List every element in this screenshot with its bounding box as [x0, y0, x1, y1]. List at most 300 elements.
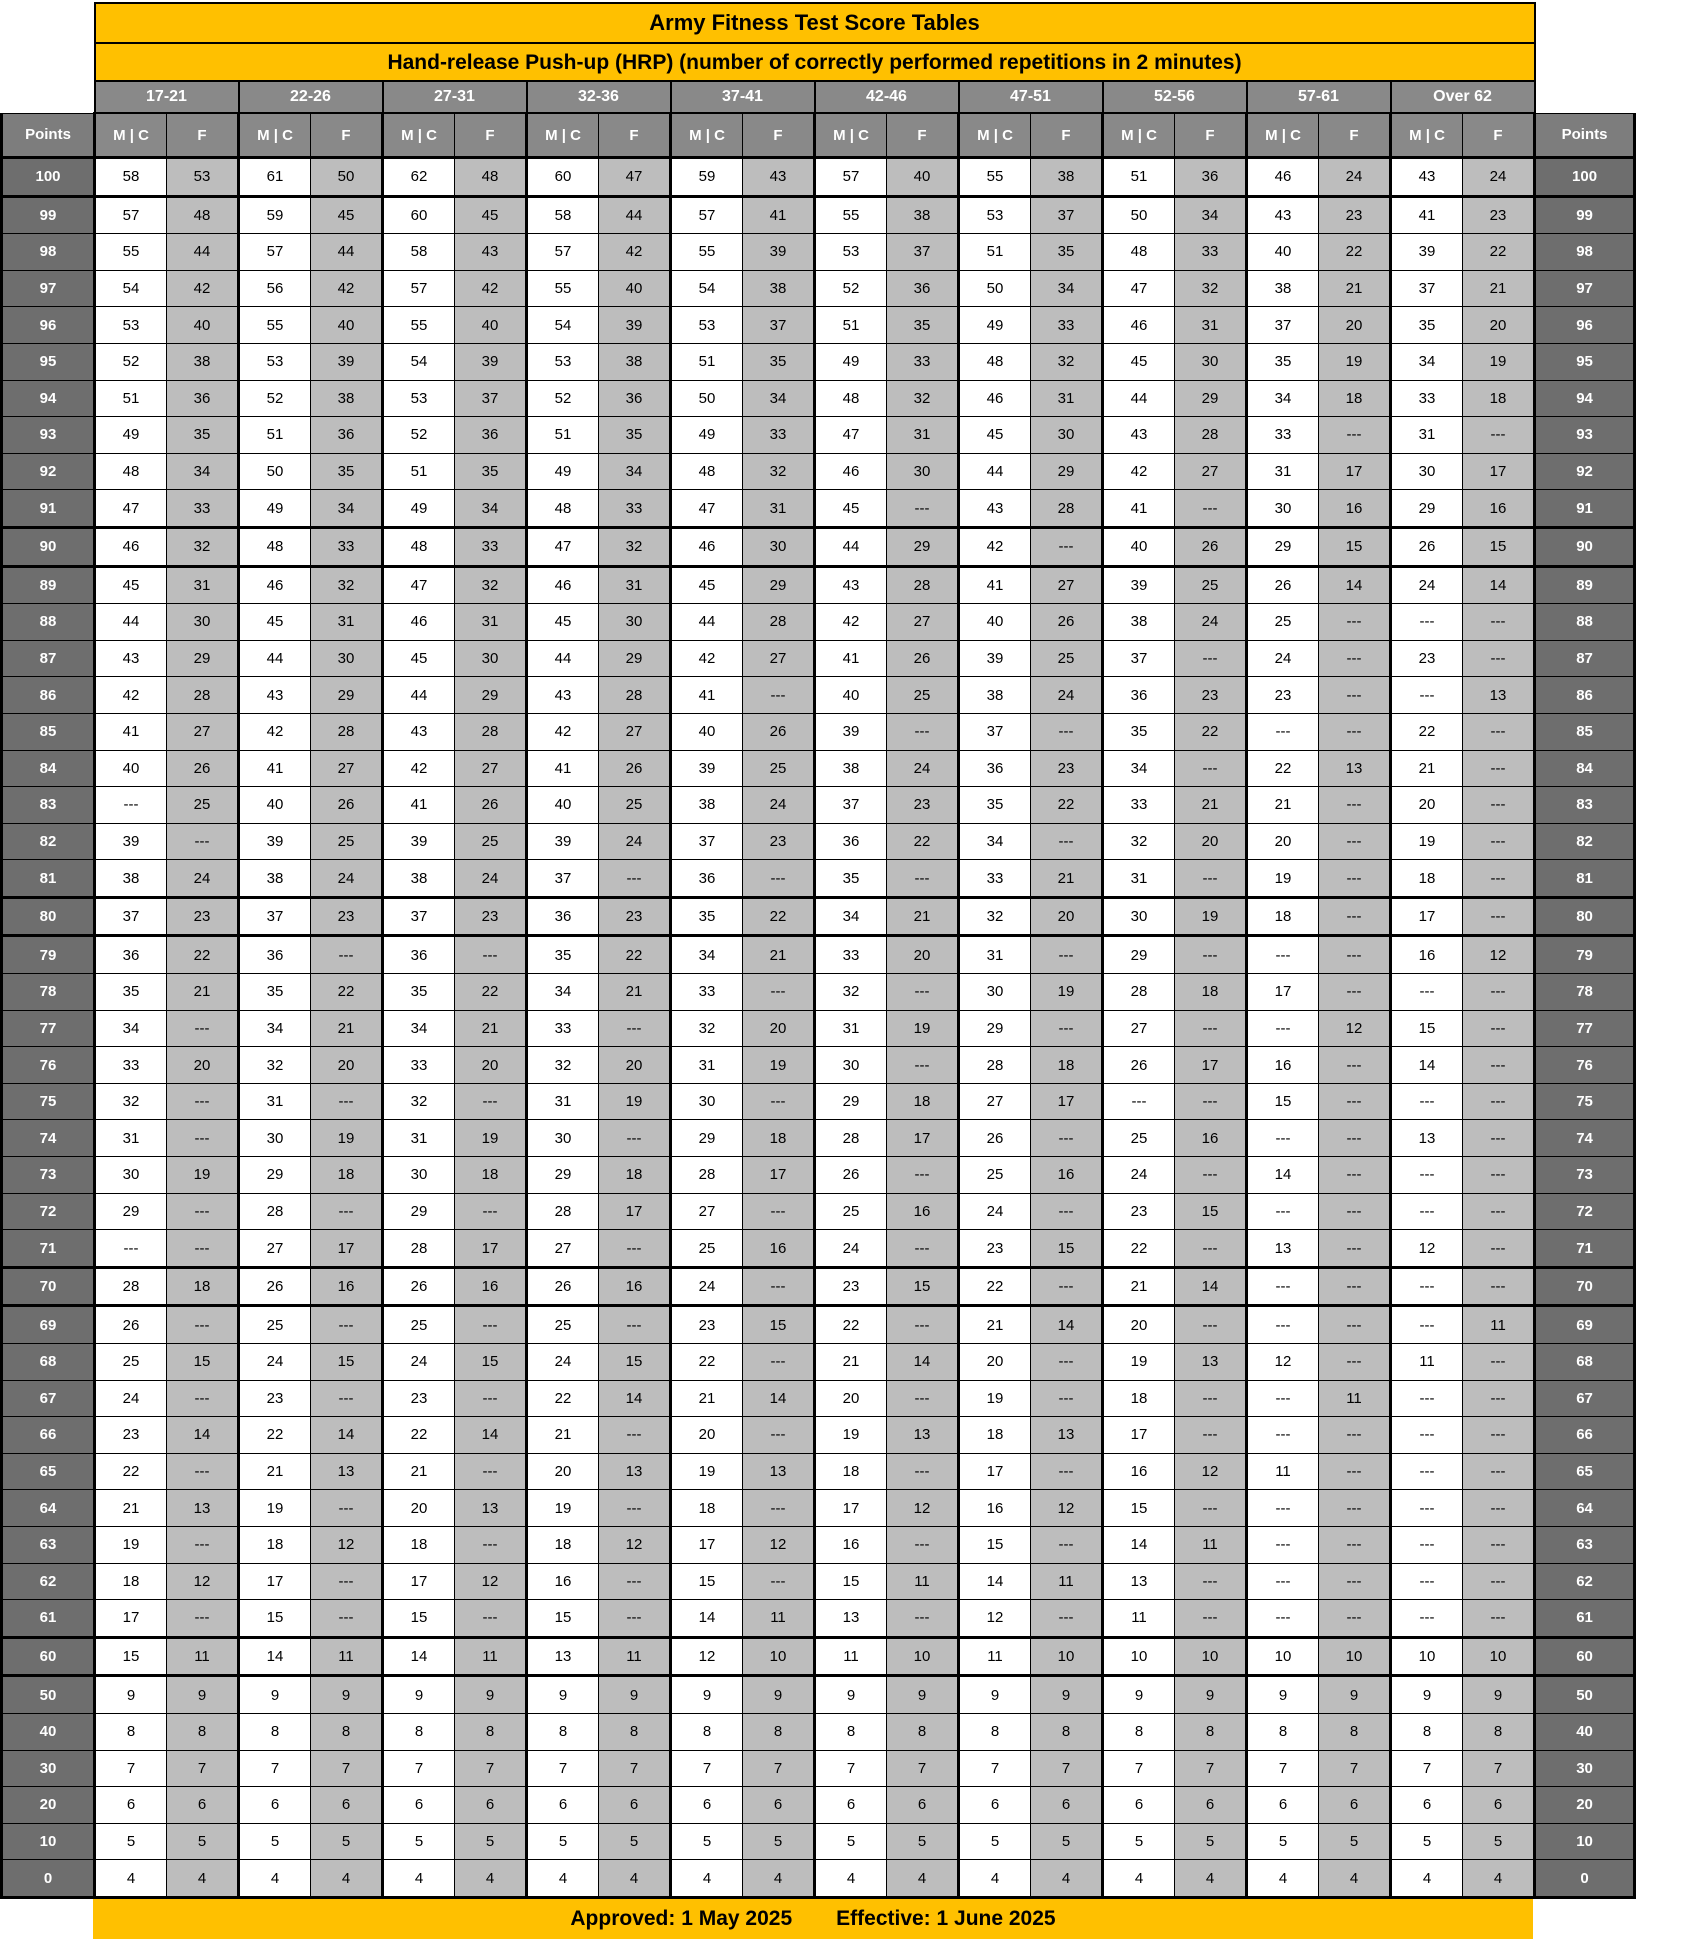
f-value: 34	[1175, 196, 1247, 234]
mc-value: 54	[95, 270, 167, 307]
f-value: 30	[599, 604, 671, 641]
f-value: 31	[1175, 307, 1247, 344]
mc-value: 14	[1103, 1526, 1175, 1563]
f-value: 36	[887, 270, 959, 307]
f-value: 34	[1031, 270, 1103, 307]
f-value: 14	[887, 1344, 959, 1381]
f-value: 53	[167, 158, 239, 197]
f-value: ---	[1463, 1563, 1535, 1600]
mc-value: 7	[383, 1750, 455, 1787]
f-value: 26	[1031, 604, 1103, 641]
f-value: 30	[167, 604, 239, 641]
mc-value: 9	[959, 1676, 1031, 1714]
mc-value: ---	[1247, 1380, 1319, 1417]
mc-value: 25	[239, 1306, 311, 1344]
mc-value: 17	[1103, 1417, 1175, 1454]
points-cell: 71	[1535, 1230, 1635, 1268]
mc-value: 14	[1247, 1157, 1319, 1194]
f-value: 16	[599, 1267, 671, 1306]
f-value: ---	[1319, 1344, 1391, 1381]
mc-value: 34	[1247, 380, 1319, 417]
points-cell: 73	[1535, 1157, 1635, 1194]
mc-value: 6	[671, 1787, 743, 1824]
mc-value: 39	[815, 713, 887, 750]
f-value: ---	[1463, 1490, 1535, 1527]
mc-value: 23	[959, 1230, 1031, 1268]
mc-value: 28	[95, 1267, 167, 1306]
f-value: 26	[887, 640, 959, 677]
f-value: 7	[1463, 1750, 1535, 1787]
mc-value: 34	[527, 974, 599, 1011]
mc-value: 24	[239, 1344, 311, 1381]
f-value: 36	[311, 417, 383, 454]
mc-value: 22	[959, 1267, 1031, 1306]
mc-value: 9	[1391, 1676, 1463, 1714]
mc-value: ---	[1247, 936, 1319, 974]
f-value: 48	[455, 158, 527, 197]
mc-value: 37	[527, 860, 599, 898]
mc-value: 42	[671, 640, 743, 677]
f-value: ---	[1031, 936, 1103, 974]
mc-value: 14	[671, 1600, 743, 1638]
f-value: ---	[743, 974, 815, 1011]
f-value: 8	[599, 1713, 671, 1750]
points-cell: 96	[2, 307, 95, 344]
mc-value: 35	[1391, 307, 1463, 344]
f-value: ---	[1175, 936, 1247, 974]
f-value: ---	[1175, 1083, 1247, 1120]
mc-value: 45	[959, 417, 1031, 454]
mc-value: 45	[1103, 343, 1175, 380]
f-value: ---	[1463, 1526, 1535, 1563]
mc-value: 15	[671, 1563, 743, 1600]
f-value: 36	[455, 417, 527, 454]
mc-value: 34	[959, 823, 1031, 860]
f-value: 32	[311, 566, 383, 604]
f-header: F	[887, 113, 959, 158]
mc-value: 53	[383, 380, 455, 417]
mc-value: 43	[527, 677, 599, 714]
mc-value: 21	[95, 1490, 167, 1527]
mc-value: ---	[1247, 1417, 1319, 1454]
score-row	[2, 897, 1635, 936]
f-value: 6	[167, 1787, 239, 1824]
f-value: 33	[167, 490, 239, 528]
mc-value: 31	[383, 1120, 455, 1157]
f-value: 5	[887, 1823, 959, 1860]
mc-value: 32	[815, 974, 887, 1011]
mc-header: M | C	[1103, 113, 1175, 158]
f-value: ---	[1031, 1453, 1103, 1490]
mc-value: 20	[1391, 787, 1463, 824]
f-value: 29	[887, 527, 959, 566]
mc-value: 35	[1247, 343, 1319, 380]
f-value: ---	[1175, 1306, 1247, 1344]
f-header: F	[599, 113, 671, 158]
mc-value: 8	[815, 1713, 887, 1750]
points-cell: 80	[1535, 897, 1635, 936]
f-value: 21	[1319, 270, 1391, 307]
f-value: 11	[1463, 1306, 1535, 1344]
mc-value: 31	[1103, 860, 1175, 898]
mc-value: 33	[959, 860, 1031, 898]
f-header: F	[1319, 113, 1391, 158]
f-value: 43	[743, 158, 815, 197]
f-value: ---	[167, 1230, 239, 1268]
mc-value: 5	[671, 1823, 743, 1860]
mc-value: 35	[95, 974, 167, 1011]
f-value: 18	[599, 1157, 671, 1194]
mc-value: 26	[527, 1267, 599, 1306]
points-cell: 84	[2, 750, 95, 787]
mc-value: 7	[527, 1750, 599, 1787]
score-row	[2, 1600, 1635, 1638]
f-value: 7	[599, 1750, 671, 1787]
mc-value: 14	[239, 1637, 311, 1676]
f-value: 38	[311, 380, 383, 417]
mc-value: 60	[383, 196, 455, 234]
mc-value: 45	[815, 490, 887, 528]
f-value: 15	[455, 1344, 527, 1381]
f-value: 22	[311, 974, 383, 1011]
mc-value: 60	[527, 158, 599, 197]
f-value: 8	[743, 1713, 815, 1750]
f-value: 17	[311, 1230, 383, 1268]
f-value: 12	[1319, 1010, 1391, 1047]
mc-value: 24	[1391, 566, 1463, 604]
mc-value: 6	[1103, 1787, 1175, 1824]
mc-value: 8	[1391, 1713, 1463, 1750]
f-value: ---	[743, 1267, 815, 1306]
mc-value: 21	[239, 1453, 311, 1490]
score-row	[2, 823, 1635, 860]
mc-value: 7	[95, 1750, 167, 1787]
points-cell: 90	[1535, 527, 1635, 566]
mc-value: 22	[527, 1380, 599, 1417]
f-value: 24	[887, 750, 959, 787]
f-value: 35	[1031, 234, 1103, 271]
mc-value: 19	[671, 1453, 743, 1490]
mc-value: 14	[383, 1637, 455, 1676]
mc-value: 41	[1391, 196, 1463, 234]
mc-value: 38	[959, 677, 1031, 714]
mc-value: 51	[239, 417, 311, 454]
score-row	[2, 1047, 1635, 1084]
f-value: 43	[455, 234, 527, 271]
f-value: 5	[1031, 1823, 1103, 1860]
mc-value: 26	[383, 1267, 455, 1306]
points-cell: 97	[2, 270, 95, 307]
mc-value: 46	[95, 527, 167, 566]
score-row	[2, 1083, 1635, 1120]
mc-value: 21	[1391, 750, 1463, 787]
f-value: 25	[1175, 566, 1247, 604]
approved-text: Approved: 1 May 2025	[570, 1906, 793, 1930]
mc-value: 5	[815, 1823, 887, 1860]
f-value: ---	[455, 1600, 527, 1638]
subtitle-row	[2, 43, 1635, 81]
f-value: ---	[1319, 1083, 1391, 1120]
f-value: 21	[1175, 787, 1247, 824]
mc-header: M | C	[959, 113, 1031, 158]
points-cell: 92	[2, 453, 95, 490]
mc-value: 26	[239, 1267, 311, 1306]
mc-value: 28	[1103, 974, 1175, 1011]
mc-value: 58	[527, 196, 599, 234]
score-row	[2, 1120, 1635, 1157]
mc-value: ---	[1391, 1417, 1463, 1454]
score-row	[2, 1490, 1635, 1527]
f-value: 11	[599, 1637, 671, 1676]
f-value: 44	[167, 234, 239, 271]
points-cell: 95	[2, 343, 95, 380]
f-value: 19	[1031, 974, 1103, 1011]
f-value: 20	[743, 1010, 815, 1047]
f-value: ---	[1031, 1600, 1103, 1638]
f-value: 15	[311, 1344, 383, 1381]
mc-value: 28	[671, 1157, 743, 1194]
f-value: 35	[311, 453, 383, 490]
mc-value: 15	[1103, 1490, 1175, 1527]
f-value: 7	[887, 1750, 959, 1787]
f-value: 15	[887, 1267, 959, 1306]
mc-value: 19	[239, 1490, 311, 1527]
points-cell: 82	[2, 823, 95, 860]
mc-value: 53	[815, 234, 887, 271]
mc-value: 25	[527, 1306, 599, 1344]
f-value: 10	[1031, 1637, 1103, 1676]
mc-value: ---	[1103, 1083, 1175, 1120]
mc-value: 49	[959, 307, 1031, 344]
f-value: 26	[167, 750, 239, 787]
mc-value: 27	[527, 1230, 599, 1268]
mc-value: 14	[959, 1563, 1031, 1600]
mc-value: 33	[1103, 787, 1175, 824]
f-value: ---	[743, 677, 815, 714]
mc-value: 40	[239, 787, 311, 824]
f-value: 24	[743, 787, 815, 824]
f-value: 26	[743, 713, 815, 750]
mc-value: ---	[1247, 1490, 1319, 1527]
f-value: 31	[167, 566, 239, 604]
f-value: 8	[1319, 1713, 1391, 1750]
mc-value: 43	[959, 490, 1031, 528]
mc-value: 49	[671, 417, 743, 454]
mc-value: ---	[1391, 677, 1463, 714]
mc-value: 43	[95, 640, 167, 677]
f-value: 31	[887, 417, 959, 454]
mc-value: 37	[959, 713, 1031, 750]
mc-value: 15	[527, 1600, 599, 1638]
f-value: 25	[167, 787, 239, 824]
f-value: 35	[455, 453, 527, 490]
mc-value: 23	[815, 1267, 887, 1306]
f-value: ---	[167, 1083, 239, 1120]
f-value: 21	[743, 936, 815, 974]
spacer-sub-left	[2, 43, 95, 81]
f-value: ---	[887, 490, 959, 528]
score-row	[2, 1563, 1635, 1600]
score-row	[2, 936, 1635, 974]
f-value: 4	[1319, 1860, 1391, 1898]
points-cell: 99	[2, 196, 95, 234]
points-cell: 86	[1535, 677, 1635, 714]
mc-value: 54	[527, 307, 599, 344]
f-value: 13	[1175, 1344, 1247, 1381]
mc-value: 33	[1247, 417, 1319, 454]
mc-value: 52	[527, 380, 599, 417]
mc-value: 32	[383, 1083, 455, 1120]
points-cell: 30	[2, 1750, 95, 1787]
f-value: ---	[455, 1193, 527, 1230]
mc-value: 18	[239, 1526, 311, 1563]
f-value: 5	[167, 1823, 239, 1860]
mc-value: 28	[815, 1120, 887, 1157]
mc-value: 36	[671, 860, 743, 898]
mc-value: 40	[95, 750, 167, 787]
points-cell: 10	[1535, 1823, 1635, 1860]
f-value: 35	[167, 417, 239, 454]
points-cell: 0	[1535, 1860, 1635, 1898]
f-value: 25	[1031, 640, 1103, 677]
f-value: ---	[1463, 1600, 1535, 1638]
f-value: ---	[1031, 527, 1103, 566]
f-value: ---	[1319, 604, 1391, 641]
f-value: 31	[599, 566, 671, 604]
f-value: 18	[1031, 1047, 1103, 1084]
mc-value: 18	[1247, 897, 1319, 936]
points-cell: 92	[1535, 453, 1635, 490]
mc-value: 16	[1391, 936, 1463, 974]
mc-value: 41	[95, 713, 167, 750]
mc-value: 10	[1247, 1637, 1319, 1676]
mc-value: 20	[671, 1417, 743, 1454]
f-value: 19	[167, 1157, 239, 1194]
f-value: 29	[311, 677, 383, 714]
mc-value: 51	[815, 307, 887, 344]
f-value: 33	[455, 527, 527, 566]
mc-value: 51	[1103, 158, 1175, 197]
mc-value: 37	[383, 897, 455, 936]
f-value: 27	[599, 713, 671, 750]
page-title: Army Fitness Test Score Tables	[95, 3, 1535, 43]
score-row	[2, 677, 1635, 714]
mc-value: 36	[527, 897, 599, 936]
mc-value: 34	[1391, 343, 1463, 380]
score-row	[2, 1193, 1635, 1230]
f-value: ---	[1463, 1344, 1535, 1381]
mc-value: 6	[1247, 1787, 1319, 1824]
f-value: 27	[1031, 566, 1103, 604]
mc-value: 33	[815, 936, 887, 974]
f-value: 9	[1463, 1676, 1535, 1714]
f-value: 18	[743, 1120, 815, 1157]
points-cell: 75	[1535, 1083, 1635, 1120]
mc-value: 26	[95, 1306, 167, 1344]
f-value: 23	[743, 823, 815, 860]
f-value: ---	[1463, 1083, 1535, 1120]
points-cell: 77	[2, 1010, 95, 1047]
f-value: ---	[1319, 1230, 1391, 1268]
mc-value: 20	[1103, 1306, 1175, 1344]
mc-value: 8	[383, 1713, 455, 1750]
mc-value: 9	[815, 1676, 887, 1714]
mc-value: 7	[239, 1750, 311, 1787]
mc-value: 32	[95, 1083, 167, 1120]
f-value: 24	[1175, 604, 1247, 641]
mc-value: 34	[383, 1010, 455, 1047]
mc-value: 52	[383, 417, 455, 454]
f-value: 26	[455, 787, 527, 824]
mc-value: 17	[95, 1600, 167, 1638]
f-value: 7	[1175, 1750, 1247, 1787]
mc-value: 23	[671, 1306, 743, 1344]
f-value: 14	[1175, 1267, 1247, 1306]
points-cell: 98	[2, 234, 95, 271]
mc-value: 24	[527, 1344, 599, 1381]
score-row	[2, 1526, 1635, 1563]
mc-value: 30	[671, 1083, 743, 1120]
f-value: 4	[1463, 1860, 1535, 1898]
mc-value: 35	[671, 897, 743, 936]
score-row	[2, 453, 1635, 490]
f-value: ---	[1319, 1600, 1391, 1638]
f-value: ---	[167, 1193, 239, 1230]
mc-value: 22	[383, 1417, 455, 1454]
mc-value: ---	[95, 1230, 167, 1268]
mc-value: 44	[95, 604, 167, 641]
points-cell: 66	[1535, 1417, 1635, 1454]
mc-value: 47	[95, 490, 167, 528]
f-value: 12	[311, 1526, 383, 1563]
f-value: ---	[743, 1193, 815, 1230]
f-value: 22	[1175, 713, 1247, 750]
spacer-top-left	[2, 3, 95, 43]
f-value: ---	[1319, 1306, 1391, 1344]
f-value: ---	[1031, 1010, 1103, 1047]
mc-value: 27	[239, 1230, 311, 1268]
mc-value: ---	[95, 787, 167, 824]
mc-value: 7	[671, 1750, 743, 1787]
f-value: 25	[311, 823, 383, 860]
mc-value: 13	[1247, 1230, 1319, 1268]
f-value: 37	[887, 234, 959, 271]
f-value: ---	[1319, 1526, 1391, 1563]
spacer-age-right	[1535, 81, 1635, 113]
mc-value: 41	[671, 677, 743, 714]
f-value: ---	[743, 1344, 815, 1381]
f-value: 4	[167, 1860, 239, 1898]
f-value: 38	[599, 343, 671, 380]
points-cell: 93	[1535, 417, 1635, 454]
mc-value: 54	[383, 343, 455, 380]
mc-value: 38	[1103, 604, 1175, 641]
mc-value: 30	[239, 1120, 311, 1157]
mc-value: 41	[383, 787, 455, 824]
f-value: ---	[1463, 1380, 1535, 1417]
mc-header: M | C	[95, 113, 167, 158]
f-value: 23	[455, 897, 527, 936]
f-value: 7	[1031, 1750, 1103, 1787]
f-value: ---	[743, 860, 815, 898]
points-cell: 68	[1535, 1344, 1635, 1381]
f-value: 16	[1031, 1157, 1103, 1194]
mc-value: 7	[1247, 1750, 1319, 1787]
f-value: 13	[1031, 1417, 1103, 1454]
f-value: 28	[887, 566, 959, 604]
score-row	[2, 1823, 1635, 1860]
f-value: 19	[1463, 343, 1535, 380]
